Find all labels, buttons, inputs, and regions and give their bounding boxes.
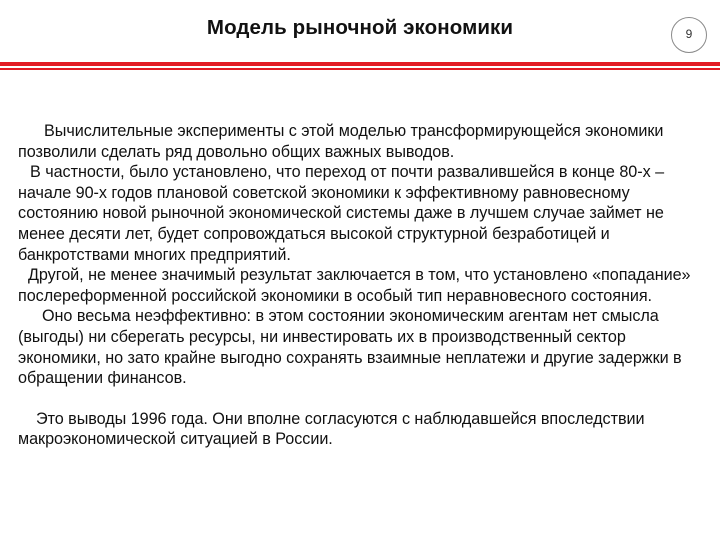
paragraph-3: Другой, не менее значимый результат заключается в том, что установлено «попадание» послереформенной российской экономики в особый тип неравновесного состояния. — [18, 266, 691, 305]
title-divider-thick — [0, 62, 720, 66]
paragraph-gap — [18, 389, 708, 409]
paragraph-1: Вычислительные эксперименты с этой моделью трансформирующейся экономики позволили сделать ряд довольно общих важных выводов. — [18, 122, 664, 161]
slide-body — [18, 121, 708, 450]
paragraph-2: В частности, было установлено, что переход от почти развалившейся в конце 80-х – начале 90-х годов плановой советской экономики к эффективному равновесному состоянию новой рыночной экономической системы даже в лучшем случае займет не менее десяти лет, будет сопровождаться высокой структурной безработицей и банкротствами многих предприятий. — [18, 163, 665, 264]
paragraph-5: Это выводы 1996 года. Они вполне согласуются с наблюдавшейся впоследствии макроэкономической ситуацией в России. — [18, 409, 645, 449]
page-number-badge: 9 — [671, 17, 707, 53]
title-divider-thin — [0, 68, 720, 70]
paragraph-4: Оно весьма неэффективно: в этом состоянии экономическим агентам нет смысла (выгоды) ни сберегать ресурсы, ни инвестировать их в производственный сектор экономики, но зато крайне выгодно сохранять взаимные неплатежи и другие задержки в обращении финансов. — [18, 307, 682, 388]
slide-title: Модель рыночной экономики — [206, 16, 514, 39]
